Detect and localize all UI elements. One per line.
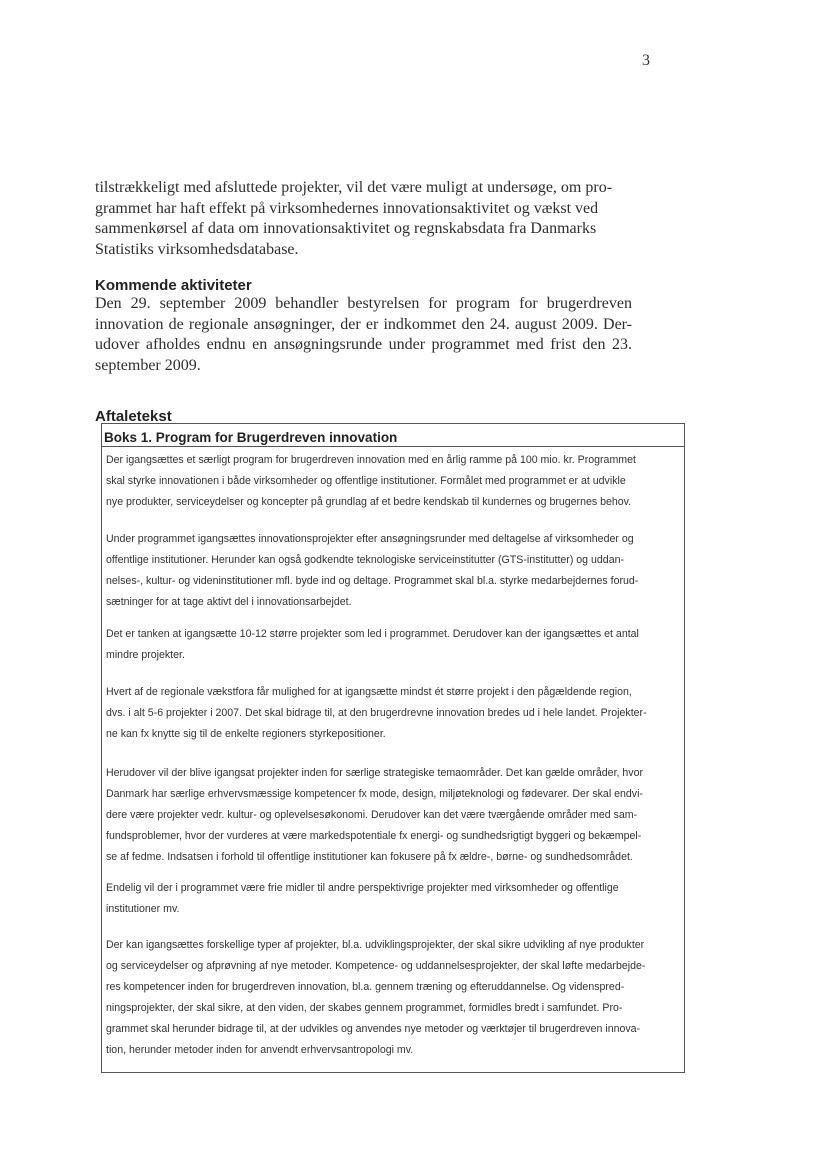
- box-paragraph: [106, 878, 676, 920]
- kommende-paragraph: [95, 294, 632, 376]
- box-line: Hvert af de regionale vækstfora får mulighed for at igangsætte mindst ét større projekt i den pågældende region,: [106, 686, 632, 698]
- box-paragraph: [106, 682, 676, 745]
- aftaletekst-heading: Aftaletekst: [95, 408, 172, 425]
- box-line: Der igangsættes et særligt program for brugerdreven innovation med en årlig ramme på 100 mio. kr. Programmet: [106, 454, 636, 466]
- box-title: Boks 1. Program for Brugerdreven innovation: [104, 430, 398, 445]
- box-line: Endelig vil der i programmet være frie midler til andre perspektivrige projekter med virksomheder og offentlige: [106, 882, 619, 894]
- intro-line: grammet har haft effekt på virksomhedernes innovationsaktivitet og vækst ved: [95, 199, 599, 217]
- page-number: 3: [642, 52, 650, 69]
- box-line: sætninger for at tage aktivt del i innovationsarbejdet.: [106, 596, 352, 608]
- box-paragraph: [106, 763, 676, 868]
- kommende-line: udover afholdes endnu en ansøgningsrunde under programmet med frist den 23.: [95, 336, 632, 354]
- box-line: res kompetencer inden for brugerdreven innovation, bl.a. gennem træning og efteruddannelse. Og videnspred-: [106, 981, 625, 993]
- box-paragraph: [106, 624, 676, 666]
- kommende-line: Den 29. september 2009 behandler bestyrelsen for program for brugerdreven: [95, 295, 632, 312]
- box-line: offentlige institutioner. Herunder kan også godkendte teknologiske serviceinstitutter (GTS-institutter) og uddan-: [106, 554, 625, 566]
- box-line: institutioner mv.: [106, 903, 180, 915]
- box-line: tion, herunder metoder inden for anvendt erhvervsantropologi mv.: [106, 1044, 414, 1056]
- box-line: ne kan fx knytte sig til de enkelte regioners styrkepositioner.: [106, 728, 386, 740]
- kommende-line: september 2009.: [95, 356, 201, 374]
- kommende-heading: Kommende aktiviteter: [95, 277, 252, 294]
- box-line: nelses-, kultur- og videninstitutioner mfl. byde ind og deltage. Programmet skal bl.a. styrke medarbejdernes forud-: [106, 575, 639, 587]
- kommende-line: innovation de regionale ansøgninger, der er indkommet den 24. august 2009. Der-: [95, 315, 632, 333]
- box-paragraph: [106, 529, 676, 613]
- box-line: se af fedme. Indsatsen i forhold til offentlige institutioner kan fokusere på fx ældre-, børne- og sundhedsområdet.: [106, 851, 633, 863]
- intro-line: sammenkørsel af data om innovationsaktivitet og regnskabsdata fra Danmarks: [95, 220, 597, 238]
- box-line: dvs. i alt 5-6 projekter i 2007. Det skal bidrage til, at den brugerdrevne innovation bredes ud i hele landet. Projekter-: [106, 707, 647, 719]
- box-line: Danmark har særlige erhvervsmæssige kompetencer fx mode, design, miljøteknologi og fødevarer. Der skal endvi-: [106, 788, 643, 800]
- box-line: ningsprojekter, der skal sikre, at den viden, der skabes gennem programmet, formidles bredt i samfundet. Pro-: [106, 1002, 623, 1014]
- intro-line: Statistiks virksomhedsdatabase.: [95, 240, 299, 258]
- box-line: Herudover vil der blive igangsat projekter inden for særlige strategiske temaområder. Det kan gælde områder, hvor: [106, 767, 644, 779]
- box-line: grammet skal herunder bidrage til, at der udvikles og anvendes nye metoder og værktøjer til brugerdreven innova-: [106, 1023, 641, 1035]
- box-line: Under programmet igangsættes innovationsprojekter efter ansøgningsrunder med deltagelse af virksomheder og: [106, 533, 634, 545]
- box-line: dere være projekter vedr. kultur- og oplevelsesøkonomi. Derudover kan det være tværgående områder med sam-: [106, 809, 638, 821]
- box-title-rule: [101, 446, 685, 447]
- box-line: Det er tanken at igangsætte 10-12 større projekter som led i programmet. Derudover kan der igangsættes et antal: [106, 628, 639, 640]
- box-paragraph: [106, 935, 676, 1061]
- box-line: Der kan igangsættes forskellige typer af projekter, bl.a. udviklingsprojekter, der skal sikre udvikling af nye produkter: [106, 939, 645, 951]
- box-paragraph: [106, 450, 676, 513]
- box-line: og serviceydelser og afprøvning af nye metoder. Kompetence- og uddannelsesprojekter, der skal løfte medarbejde-: [106, 960, 646, 972]
- intro-line: tilstrækkeligt med afsluttede projekter, vil det være muligt at undersøge, om pro-: [95, 179, 613, 196]
- box-line: fundsproblemer, hvor der vurderes at være markedspotentiale fx energi- og sundhedsrigtigt byggeri og bekæmpel-: [106, 830, 642, 842]
- box-line: nye produkter, serviceydelser og koncepter på grundlag af et bedre kendskab til kundernes og brugernes behov.: [106, 496, 632, 508]
- intro-paragraph: [95, 178, 635, 260]
- box-line: skal styrke innovationen i både virksomheder og offentlige institutioner. Formålet med programmet er at udvikle: [106, 475, 626, 487]
- box-line: mindre projekter.: [106, 649, 185, 661]
